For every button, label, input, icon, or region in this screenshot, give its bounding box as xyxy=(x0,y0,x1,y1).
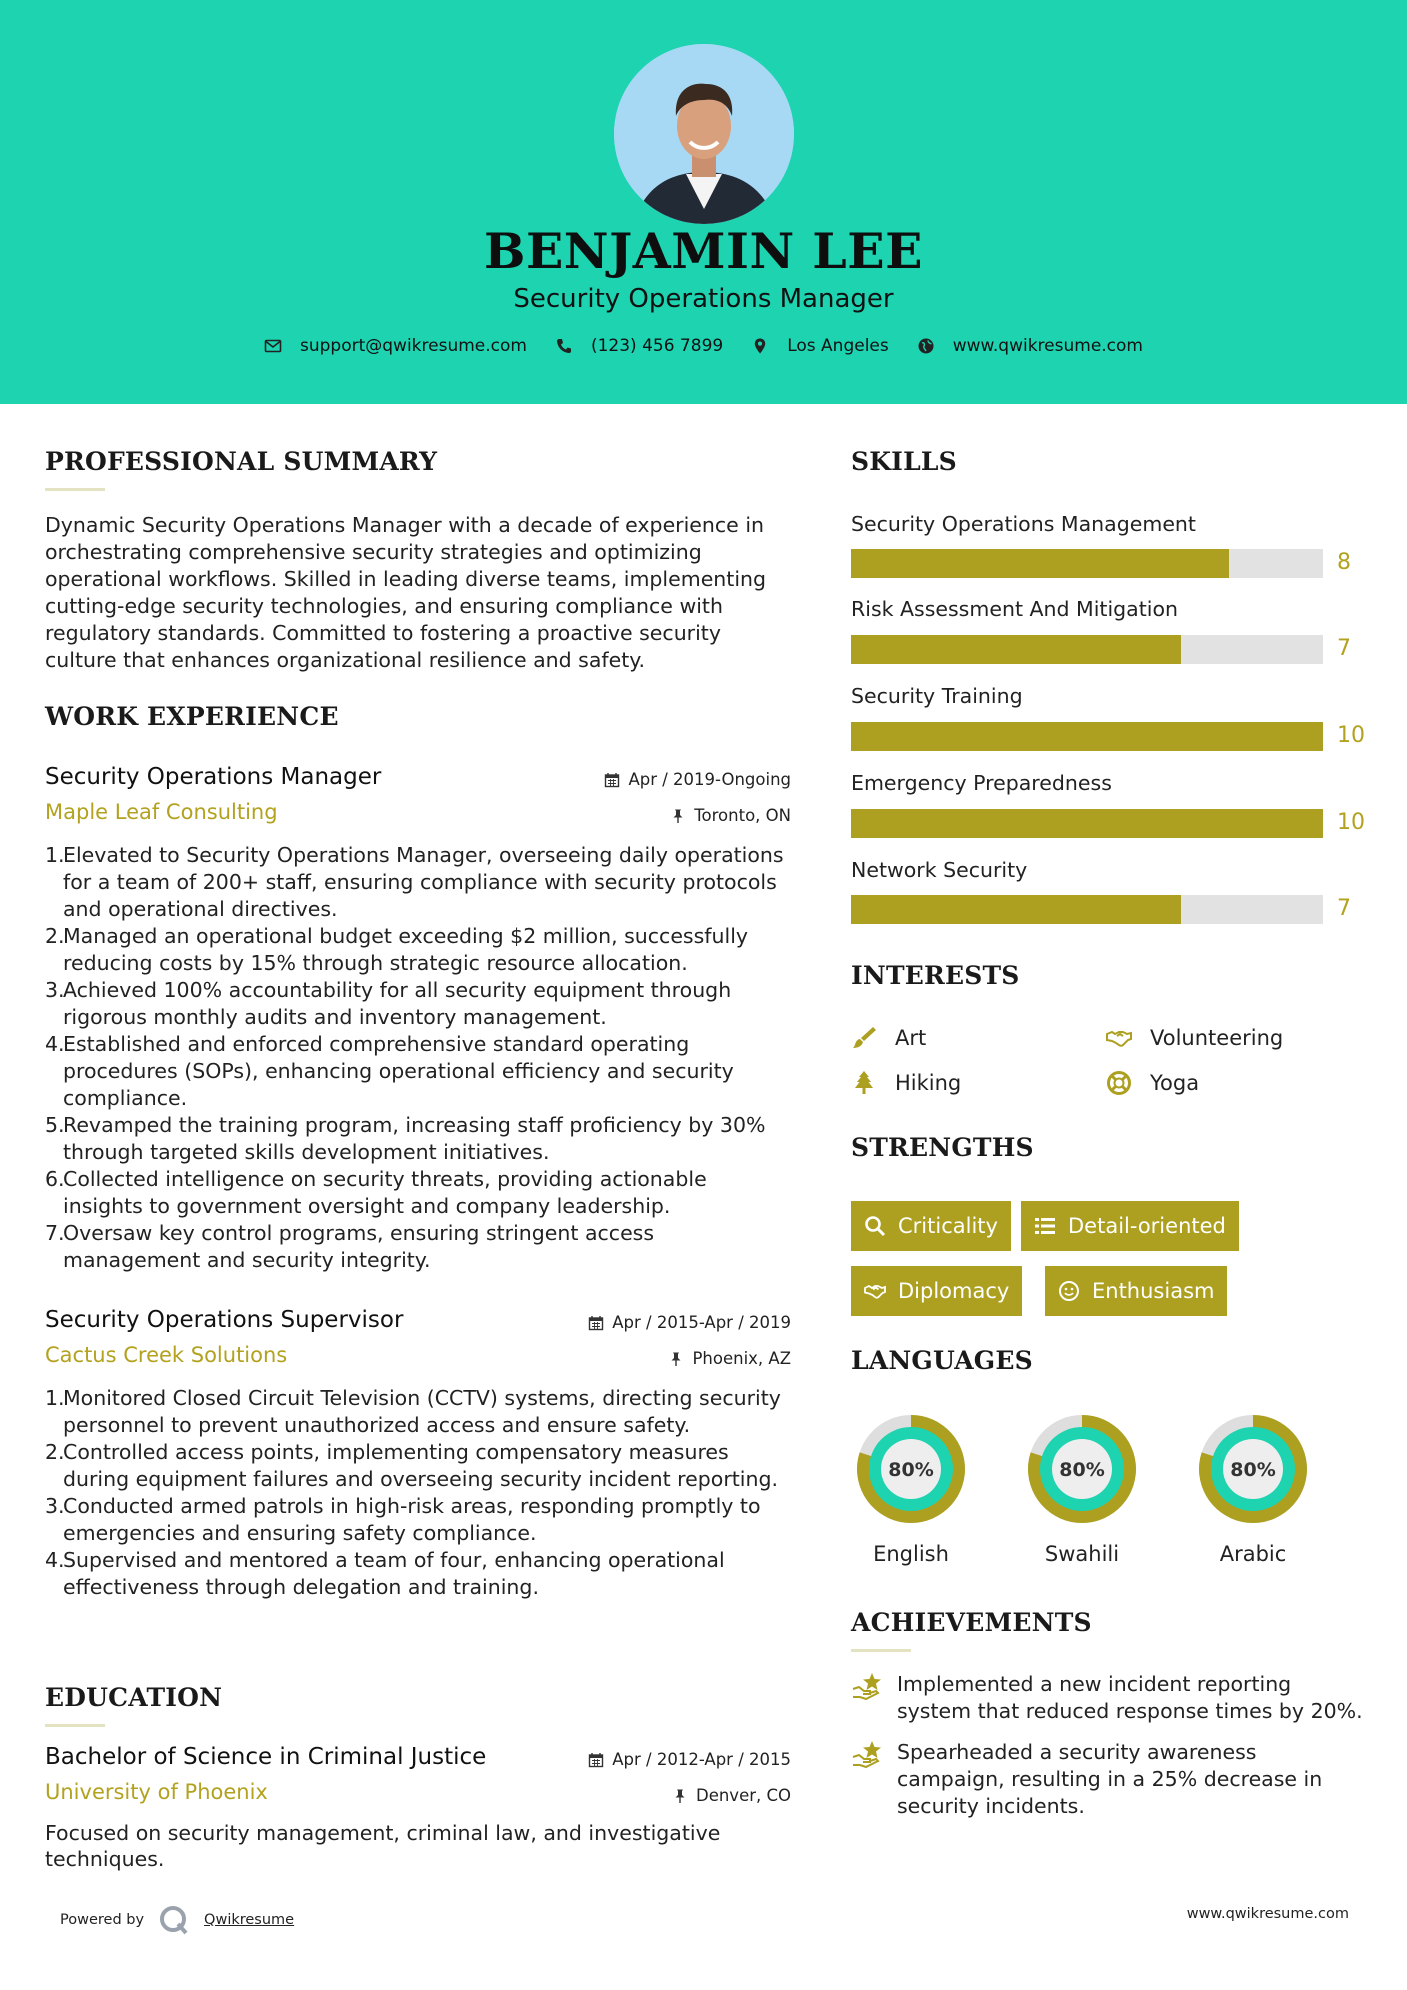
skill-bar-fill xyxy=(851,635,1181,664)
interest-label: Hiking xyxy=(895,1071,962,1095)
language-donut xyxy=(850,1408,972,1530)
language-item xyxy=(850,1408,972,1566)
bullet-text: Revamped the training program, increasing staff proficiency by 30% through targeted skills development initiatives. xyxy=(63,1113,766,1164)
list-item: 3. Conducted armed patrols in high-risk areas, responding promptly to emergencies and ensuring safety compliance. xyxy=(45,1494,761,1545)
language-name: English xyxy=(873,1542,949,1566)
education-location-text: Denver, CO xyxy=(695,1786,791,1805)
skill-bar-fill xyxy=(851,809,1323,838)
achievement-text: Implemented a new incident reporting system that reduced response times by 20%. xyxy=(897,1672,1363,1723)
contact-phone[interactable] xyxy=(555,336,723,356)
contact-location-text: Los Angeles xyxy=(787,336,889,356)
summary-heading: PROFESSIONAL SUMMARY xyxy=(45,447,438,476)
powered-by-label: Powered by xyxy=(60,1912,145,1928)
list-item: 3. Achieved 100% accountability for all security equipment through rigorous monthly audits and inventory management. xyxy=(45,978,732,1029)
interests-heading: INTERESTS xyxy=(851,961,1020,990)
envelope-icon xyxy=(264,337,282,355)
contact-email[interactable] xyxy=(264,336,527,356)
list-item: 4. Supervised and mentored a team of four, enhancing operational effectiveness through delegation and training. xyxy=(45,1548,725,1599)
contact-website[interactable] xyxy=(917,336,1143,356)
bullet-text: Conducted armed patrols in high-risk areas, responding promptly to emergencies and ensuring safety compliance. xyxy=(63,1494,761,1545)
job-company: Maple Leaf Consulting xyxy=(45,800,278,824)
job-bullets xyxy=(45,1385,791,1601)
phone-icon xyxy=(555,337,573,355)
bullet-text: Controlled access points, implementing compensatory measures during equipment failures and overseeing security incident reporting. xyxy=(63,1440,778,1491)
list-item: 5. Revamped the training program, increasing staff proficiency by 30% through targeted skills development initiatives. xyxy=(45,1113,766,1164)
skill-label: Security Training xyxy=(851,684,1023,708)
strength-label: Diplomacy xyxy=(898,1279,1010,1303)
powered-by xyxy=(60,1904,294,1936)
bullet-text: Managed an operational budget exceeding $2 million, successfully reducing costs by 15% through strategic resource allocation. xyxy=(63,924,749,975)
pushpin-icon xyxy=(670,808,686,824)
search-icon xyxy=(864,1215,886,1237)
achievement-item xyxy=(851,1671,1371,1725)
job-title: Security Operations Supervisor xyxy=(45,1307,404,1333)
tree-icon xyxy=(851,1070,877,1096)
summary-text: Dynamic Security Operations Manager with a decade of experience in orchestrating comprehensive security strategies and optimizing operational workflows. Skilled in leading diverse teams, implementing cutting-edge security technologies, and ensuring compliance with regulatory standards. Committed to fostering a proactive security culture that enhances organizational resilience and safety. xyxy=(45,513,767,672)
achievements-heading: ACHIEVEMENTS xyxy=(851,1608,1092,1637)
skill-label: Security Operations Management xyxy=(851,512,1196,536)
education-description: Focused on security management, criminal law, and investigative techniques. xyxy=(45,1821,721,1871)
handshake-icon xyxy=(1106,1025,1132,1051)
skill-label: Network Security xyxy=(851,858,1028,882)
languages-heading: LANGUAGES xyxy=(851,1346,1033,1375)
star-hand-icon xyxy=(851,1669,885,1703)
skill-bar xyxy=(851,895,1323,924)
language-percent: 80% xyxy=(1230,1459,1276,1481)
list-item: 6. Collected intelligence on security threats, providing actionable insights to government oversight and company leadership. xyxy=(45,1167,707,1218)
job-bullets xyxy=(45,842,791,1274)
job-date-text: Apr / 2015-Apr / 2019 xyxy=(612,1313,791,1332)
strengths-heading: STRENGTHS xyxy=(851,1133,1034,1162)
lifebuoy-icon xyxy=(1106,1070,1132,1096)
summary-heading-underline xyxy=(45,488,105,491)
interest-item xyxy=(1106,1070,1199,1096)
skill-bar xyxy=(851,722,1323,751)
interest-label: Art xyxy=(895,1026,927,1050)
achievements-heading-underline xyxy=(851,1649,911,1652)
profile-photo xyxy=(614,44,794,224)
achievement-text: Spearheaded a security awareness campaign, resulting in a 25% decrease in security incidents. xyxy=(897,1740,1323,1818)
bullet-text: Elevated to Security Operations Manager, overseeing daily operations for a team of 200+ staff, ensuring compliance with security protocols and operational directives. xyxy=(63,843,784,921)
school-name: University of Phoenix xyxy=(45,1780,268,1804)
skills-heading: SKILLS xyxy=(851,447,957,476)
job-location xyxy=(670,806,791,825)
bullet-text: Oversaw key control programs, ensuring stringent access management and security integrity. xyxy=(63,1221,655,1272)
bullet-text: Achieved 100% accountability for all security equipment through rigorous monthly audits and inventory management. xyxy=(63,978,732,1029)
resume-header xyxy=(0,0,1407,404)
education-date-text: Apr / 2012-Apr / 2015 xyxy=(612,1750,791,1769)
interest-item xyxy=(851,1070,961,1096)
degree-title: Bachelor of Science in Criminal Justice xyxy=(45,1744,487,1770)
experience-heading: WORK EXPERIENCE xyxy=(45,702,339,731)
education-date xyxy=(588,1750,791,1769)
education-heading: EDUCATION xyxy=(45,1683,223,1712)
bullet-text: Monitored Closed Circuit Television (CCTV) systems, directing security personnel to prevent unauthorized access and ensure safety. xyxy=(63,1386,781,1437)
strength-label: Detail-oriented xyxy=(1068,1214,1226,1238)
skill-value: 10 xyxy=(1337,723,1365,748)
language-item xyxy=(1021,1408,1143,1566)
strength-label: Criticality xyxy=(898,1214,998,1238)
skill-bar-fill xyxy=(851,722,1323,751)
job-date-text: Apr / 2019-Ongoing xyxy=(628,770,791,789)
skill-value: 8 xyxy=(1337,550,1351,575)
strength-label: Enthusiasm xyxy=(1092,1279,1215,1303)
star-hand-icon xyxy=(851,1737,885,1771)
language-donut xyxy=(1021,1408,1143,1530)
contact-bar xyxy=(0,336,1407,356)
list-item: 1. Monitored Closed Circuit Television (CCTV) systems, directing security personnel to prevent unauthorized access and ensure safety. xyxy=(45,1386,781,1437)
list-item: 2. Managed an operational budget exceeding $2 million, successfully reducing costs by 15% through strategic resource allocation. xyxy=(45,924,749,975)
achievement-item xyxy=(851,1739,1371,1820)
interest-item xyxy=(851,1025,926,1051)
bullet-text: Supervised and mentored a team of four, enhancing operational effectiveness through delegation and training. xyxy=(63,1548,725,1599)
language-item xyxy=(1192,1408,1314,1566)
interest-item xyxy=(1106,1025,1283,1051)
language-name: Arabic xyxy=(1219,1542,1287,1566)
job-date xyxy=(604,770,791,789)
contact-email-text: support@qwikresume.com xyxy=(300,336,527,356)
job-entry xyxy=(45,1307,791,1637)
skill-bar-fill xyxy=(851,549,1229,578)
job-title: Security Operations Manager xyxy=(45,764,382,790)
list-item: 4. Established and enforced comprehensive standard operating procedures (SOPs), enhancing operational efficiency and security compliance. xyxy=(45,1032,734,1110)
pushpin-icon xyxy=(672,1788,688,1804)
contact-phone-text: (123) 456 7899 xyxy=(590,336,724,356)
education-location xyxy=(672,1786,791,1805)
strength-tag xyxy=(1045,1266,1227,1316)
contact-location xyxy=(751,336,889,356)
calendar-icon xyxy=(604,772,620,788)
skill-label: Risk Assessment And Mitigation xyxy=(851,597,1178,621)
skill-value: 7 xyxy=(1337,896,1351,921)
bullet-text: Collected intelligence on security threats, providing actionable insights to government oversight and company leadership. xyxy=(63,1167,707,1218)
job-company: Cactus Creek Solutions xyxy=(45,1343,288,1367)
footer-url[interactable]: www.qwikresume.com xyxy=(1186,1906,1349,1922)
calendar-icon xyxy=(588,1752,604,1768)
skill-bar xyxy=(851,635,1323,664)
interest-label: Yoga xyxy=(1150,1071,1200,1095)
job-location-text: Phoenix, AZ xyxy=(692,1349,791,1368)
candidate-name: BENJAMIN LEE xyxy=(484,222,923,280)
interest-label: Volunteering xyxy=(1150,1026,1284,1050)
smile-icon xyxy=(1058,1280,1080,1302)
profile-photo-image xyxy=(614,44,794,224)
qwikresume-link[interactable]: Qwikresume xyxy=(204,1912,295,1928)
education-entry xyxy=(45,1744,791,1824)
strength-tag xyxy=(1021,1201,1239,1251)
language-percent: 80% xyxy=(888,1459,934,1481)
skill-bar xyxy=(851,549,1323,578)
language-percent: 80% xyxy=(1059,1459,1105,1481)
strength-tag xyxy=(851,1266,1022,1316)
globe-icon xyxy=(917,337,935,355)
map-pin-icon xyxy=(751,337,769,355)
paintbrush-icon xyxy=(851,1025,877,1051)
contact-website-text: www.qwikresume.com xyxy=(952,336,1143,356)
language-donut xyxy=(1192,1408,1314,1530)
skill-value: 10 xyxy=(1337,810,1365,835)
job-entry xyxy=(45,764,791,1274)
list-icon xyxy=(1034,1215,1056,1237)
candidate-title: Security Operations Manager xyxy=(513,284,894,314)
pushpin-icon xyxy=(668,1351,684,1367)
list-item: 2. Controlled access points, implementing compensatory measures during equipment failures and overseeing security incident reporting. xyxy=(45,1440,778,1491)
job-location-text: Toronto, ON xyxy=(694,806,791,825)
handshake-icon xyxy=(864,1280,886,1302)
strength-tag xyxy=(851,1201,1011,1251)
bullet-text: Established and enforced comprehensive standard operating procedures (SOPs), enhancing operational efficiency and security compliance. xyxy=(63,1032,734,1110)
language-name: Swahili xyxy=(1044,1542,1120,1566)
skill-value: 7 xyxy=(1337,636,1351,661)
qwikresume-logo-icon xyxy=(158,1904,190,1936)
list-item: 1. Elevated to Security Operations Manager, overseeing daily operations for a team of 200+ staff, ensuring compliance with security protocols and operational directives. xyxy=(45,843,784,921)
job-location xyxy=(668,1349,791,1368)
education-heading-underline xyxy=(45,1724,105,1727)
calendar-icon xyxy=(588,1315,604,1331)
job-date xyxy=(588,1313,791,1332)
skill-bar xyxy=(851,809,1323,838)
skill-label: Emergency Preparedness xyxy=(851,771,1112,795)
list-item: 7. Oversaw key control programs, ensuring stringent access management and security integrity. xyxy=(45,1221,655,1272)
skill-bar-fill xyxy=(851,895,1181,924)
